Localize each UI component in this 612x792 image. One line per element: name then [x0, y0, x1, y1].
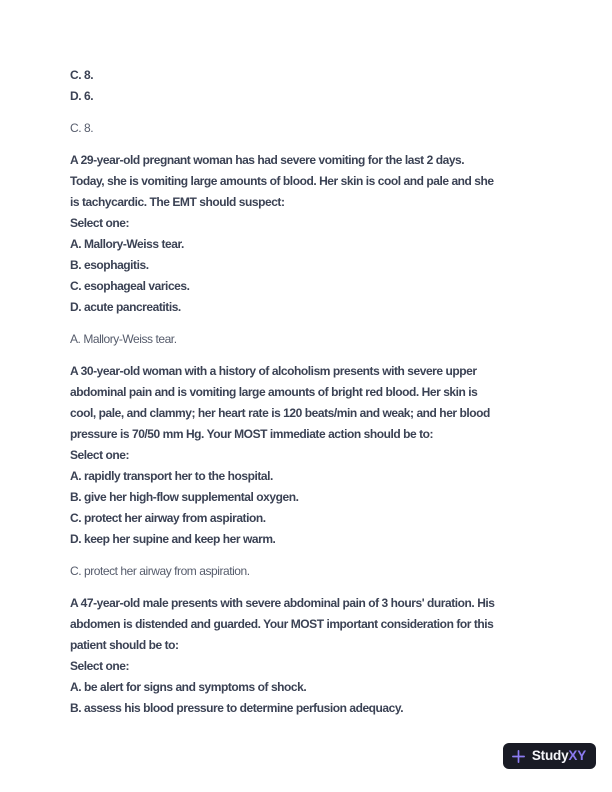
plus-icon [511, 749, 526, 764]
option-line: A. rapidly transport her to the hospital. [70, 469, 273, 483]
question-stem-line: abdomen is distended and guarded. Your MOST important consideration for this [70, 617, 494, 631]
studyxy-logo [503, 743, 596, 769]
select-one-label: Select one: [70, 448, 130, 462]
question-stem-line: Today, she is vomiting large amounts of blood. Her skin is cool and pale and she [70, 174, 494, 188]
answer-text: A. Mallory-Weiss tear. [70, 332, 177, 346]
option-line: C. esophageal varices. [70, 279, 190, 293]
logo-wordmark [532, 749, 586, 763]
question-stem-line: A 29-year-old pregnant woman has had severe vomiting for the last 2 days. [70, 153, 465, 167]
answer-block [70, 561, 550, 582]
question-block-3 [70, 593, 550, 719]
question-stem-line: pressure is 70/50 mm Hg. Your MOST immediate action should be to: [70, 427, 434, 441]
option-line: D. 6. [70, 89, 94, 103]
answer-text: C. protect her airway from aspiration. [70, 564, 250, 578]
option-line: B. give her high-flow supplemental oxygen. [70, 490, 299, 504]
option-line: D. acute pancreatitis. [70, 300, 181, 314]
logo-brand: Study [531, 748, 569, 764]
carryover-options-block [70, 65, 550, 107]
question-block-1 [70, 150, 550, 318]
question-stem-line: A 47-year-old male presents with severe abdominal pain of 3 hours' duration. His [70, 596, 495, 610]
answer-block [70, 329, 550, 350]
option-line: C. 8. [70, 68, 94, 82]
answer-block [70, 118, 550, 139]
answer-text: C. 8. [70, 121, 94, 135]
option-line: D. keep her supine and keep her warm. [70, 532, 276, 546]
question-block-2 [70, 361, 550, 550]
select-one-label: Select one: [70, 216, 130, 230]
question-stem-line: abdominal pain and is vomiting large amounts of bright red blood. Her skin is [70, 385, 478, 399]
option-line: B. esophagitis. [70, 258, 149, 272]
logo-brand-accent: XY [568, 748, 586, 764]
question-stem-line: A 30-year-old woman with a history of alcoholism presents with severe upper [70, 364, 477, 378]
question-stem-line: is tachycardic. The EMT should suspect: [70, 195, 285, 209]
option-line: B. assess his blood pressure to determine perfusion adequacy. [70, 701, 404, 715]
option-line: A. be alert for signs and symptoms of shock. [70, 680, 307, 694]
question-stem-line: patient should be to: [70, 638, 179, 652]
option-line: A. Mallory-Weiss tear. [70, 237, 184, 251]
select-one-label: Select one: [70, 659, 130, 673]
option-line: C. protect her airway from aspiration. [70, 511, 266, 525]
question-stem-line: cool, pale, and clammy; her heart rate is 120 beats/min and weak; and her blood [70, 406, 490, 420]
